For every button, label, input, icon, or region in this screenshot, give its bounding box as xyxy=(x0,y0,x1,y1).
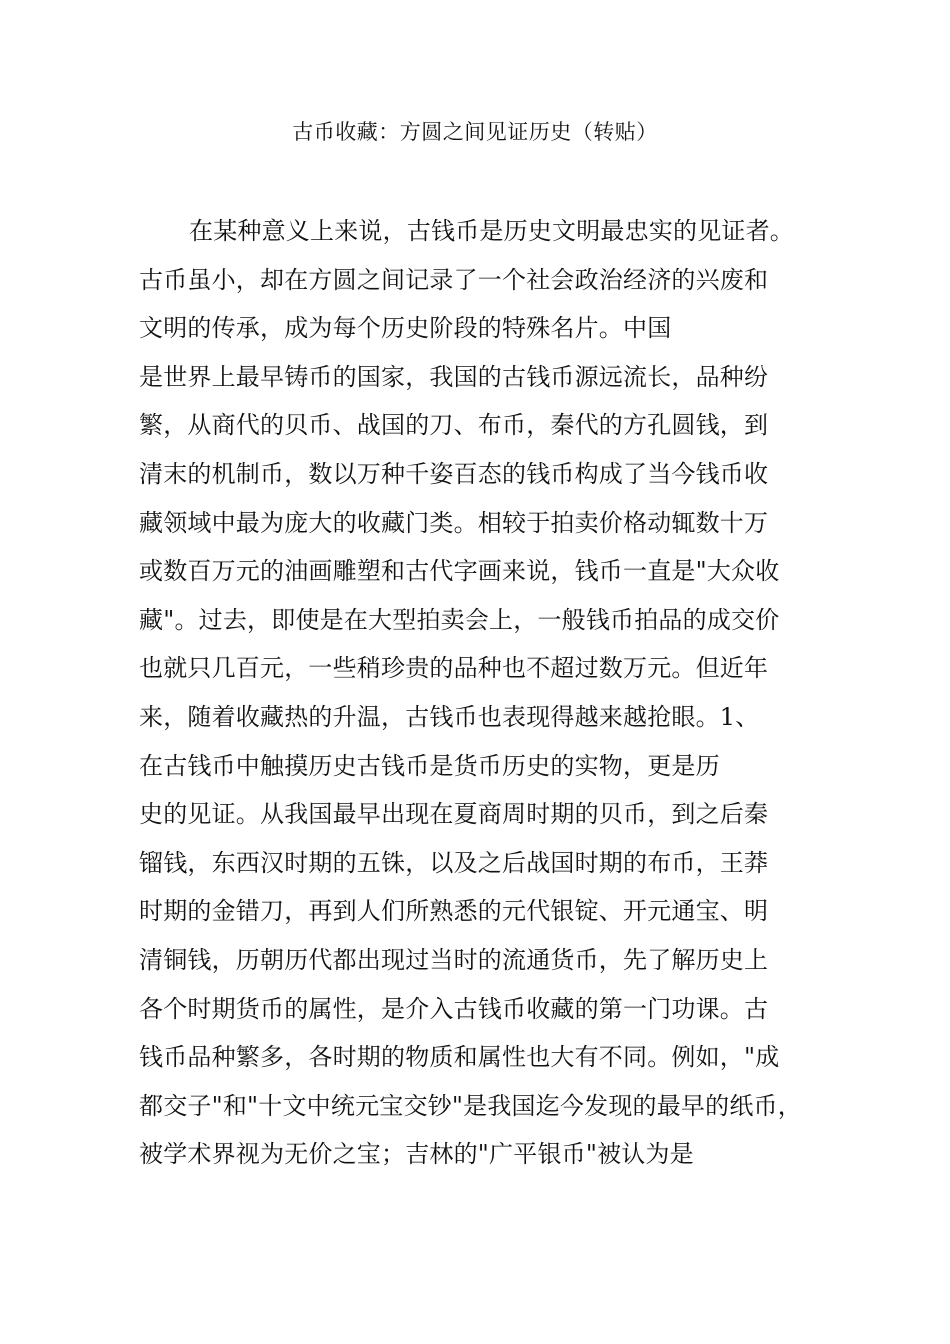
text-line: 文明的传承，成为每个历史阶段的特殊名片。中国 xyxy=(139,314,672,343)
text-line: 各个时期货币的属性，是介入古钱币收藏的第一门功课。古 xyxy=(139,994,769,1023)
text-line: 钱币品种繁多，各时期的物质和属性也大有不同。例如，"成 xyxy=(139,1043,780,1072)
text-line: 都交子"和"十文中统元宝交钞"是我国迄今发现的最早的纸币， xyxy=(139,1091,802,1120)
text-line: 藏"。过去，即使是在大型拍卖会上，一般钱币拍品的成交价 xyxy=(139,605,780,634)
text-line: 古币虽小，却在方圆之间记录了一个社会政治经济的兴废和 xyxy=(139,265,769,294)
text-line: 清铜钱，历朝历代都出现过当时的流通货币，先了解历史上 xyxy=(139,945,769,974)
text-line: 繁，从商代的贝币、战国的刀、布币，秦代的方孔圆钱，到 xyxy=(139,411,769,440)
text-line: 藏领域中最为庞大的收藏门类。相较于拍卖价格动辄数十万 xyxy=(139,508,769,537)
text-line: 来，随着收藏热的升温，古钱币也表现得越来越抢眼。1、 xyxy=(139,702,760,731)
text-line: 在某种意义上来说，古钱币是历史文明最忠实的见证者。 xyxy=(189,217,794,245)
text-line: 是世界上最早铸币的国家，我国的古钱币源远流长，品种纷 xyxy=(139,362,769,391)
text-line: 被学术界视为无价之宝；吉林的"广平银币"被认为是 xyxy=(139,1140,694,1169)
text-line: 镏钱，东西汉时期的五铢，以及之后战国时期的布币，王莽 xyxy=(139,848,769,877)
text-line: 或数百万元的油画雕塑和古代字画来说，钱币一直是"大众收 xyxy=(139,557,780,586)
text-line: 在古钱币中触摸历史古钱币是货币历史的实物，更是历 xyxy=(139,751,720,780)
text-line: 清末的机制币，数以万种千姿百态的钱币构成了当今钱币收 xyxy=(139,459,769,488)
text-line: 史的见证。从我国最早出现在夏商周时期的贝币，到之后秦 xyxy=(139,800,769,829)
text-line: 时期的金错刀，再到人们所熟悉的元代银锭、开元通宝、明 xyxy=(139,897,769,926)
document-body xyxy=(139,207,839,1179)
text-line: 也就只几百元，一些稍珍贵的品种也不超过数万元。但近年 xyxy=(139,654,769,683)
document-title: 古币收藏：方圆之间见证历史（转贴） xyxy=(292,120,658,144)
